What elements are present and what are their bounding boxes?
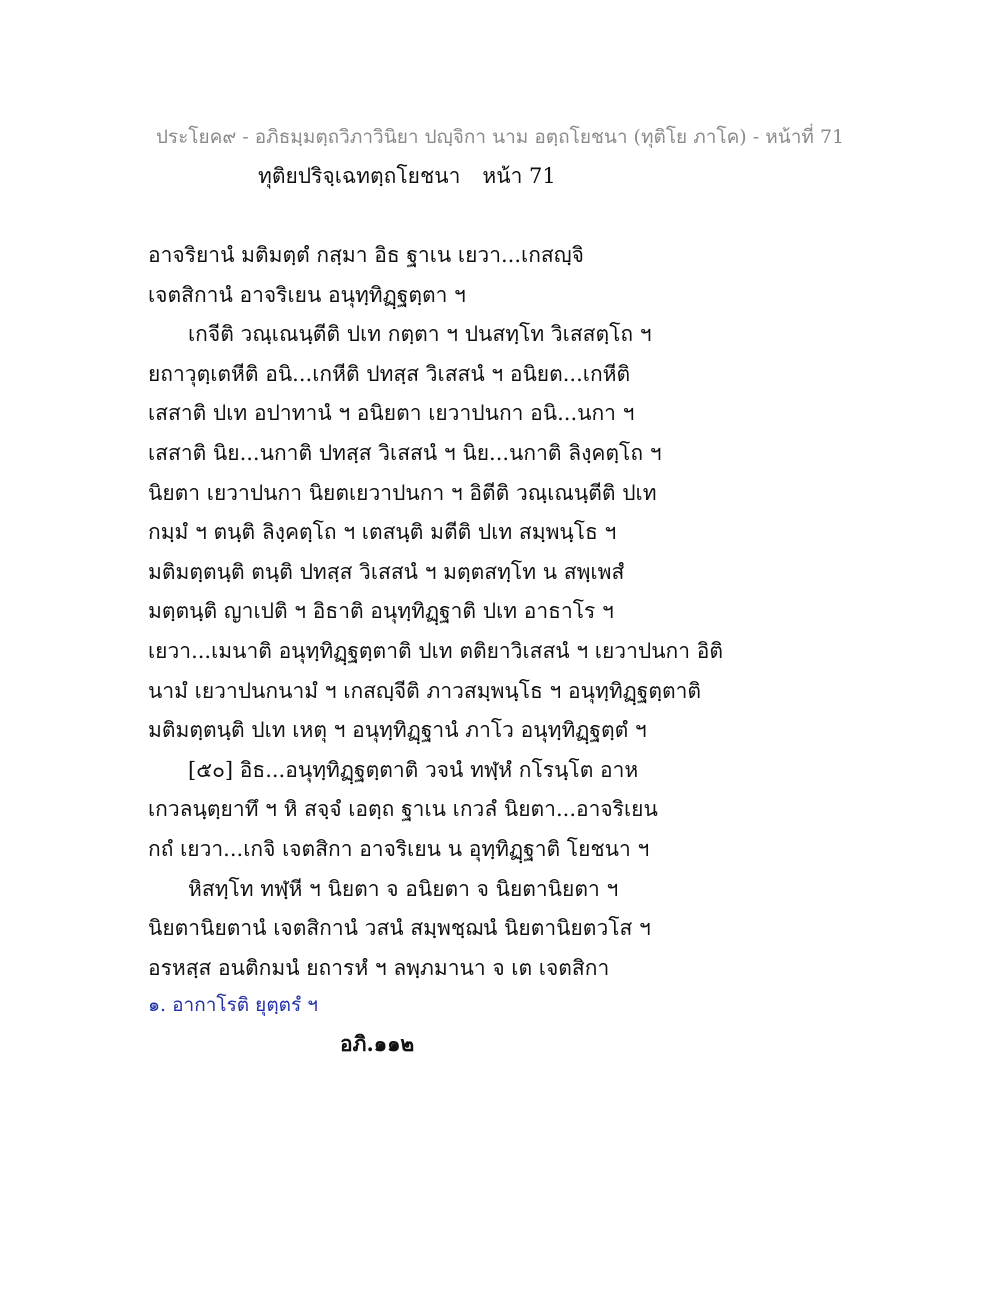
text-line: กมฺมํ ฯ ตนฺติ ลิงฺคตฺโถ ฯ เตสนฺติ มตีติ ปเท สมฺพนฺโธ ฯ xyxy=(148,520,617,545)
text-line: นามํ เยวาปนกนามํ ฯ เกสญฺจีติ ภาวสมฺพนฺโธ ฯ อนุทฺทิฏฺฐตฺตาติ xyxy=(148,678,702,703)
text-line: อาจริยานํ มติมตฺตํ กสฺมา อิธ ฐาเน เยวา...เกสญฺจิ xyxy=(148,243,584,267)
text-line: อรหสฺส อนติกมนํ ยถารหํ ฯ ลพฺภมานา จ เต เจตสิกา xyxy=(148,955,610,980)
running-header: ประโยค๙ - อภิธมฺมตฺถวิภาวินิยา ปญฺจิกา นาม อตฺถโยชนา (ทุติโย ภาโค) - หน้าที่ 71 xyxy=(155,126,845,148)
section-title: ทุติยปริจฺเฉทตฺถโยชนา xyxy=(258,164,461,188)
text-line: เจตสิกานํ อาจริเยน อนุทฺทิฏฺฐตฺตา ฯ xyxy=(148,282,466,307)
body-text xyxy=(148,236,868,988)
section-heading xyxy=(258,160,556,193)
text-line: ยถาวุตฺเตหีติ อนิ...เกหีติ ปทสฺส วิเสสนํ ฯ อนิยต...เกหีติ xyxy=(148,361,631,386)
text-line: เยวา...เมนาติ อนุทฺทิฏฺฐตฺตาติ ปเท ตติยาวิเสสนํ ฯ เยวาปนกา อิติ xyxy=(148,638,723,663)
text-line: [๕๐] อิธ...อนุทฺทิฏฺฐตฺตาติ วจนํ ทฬฺหํ กโรนฺโต อาห xyxy=(188,757,639,782)
text-line: นิยตานิยตานํ เจตสิกานํ วสนํ สมฺพชฺฌนํ นิยตานิยตวโส ฯ xyxy=(148,916,651,941)
text-line: เสสาติ นิย...นกาติ ปทสฺส วิเสสนํ ฯ นิย...นกาติ ลิงฺคตฺโถ ฯ xyxy=(148,440,662,465)
text-line: กถํ เยวา...เกจิ เจตสิกา อาจริเยน น อุทฺทิฏฺฐาติ โยชนา ฯ xyxy=(148,836,650,861)
text-line: นิยตา เยวาปนกา นิยตเยวาปนกา ฯ อิตีติ วณฺเณนฺตีติ ปเท xyxy=(148,480,657,505)
text-line: เกจีติ วณฺเณนฺตีติ ปเท กตฺตา ฯ ปนสทฺโท วิเสสตฺโถ ฯ xyxy=(188,322,652,347)
text-line: หิสทฺโท ทฬฺหี ฯ นิยตา จ อนิยตา จ นิยตานิยตา ฯ xyxy=(188,876,619,901)
footnote: ๑. อากาโรติ ยุตฺตรํ ฯ xyxy=(148,994,318,1016)
section-page-label: หน้า 71 xyxy=(482,164,556,188)
text-line: มตฺตนฺติ ญาเปติ ฯ อิธาติ อนุทฺทิฏฺฐาติ ปเท อาธาโร ฯ xyxy=(148,599,614,624)
page-reference: อภิ.๑๑๒ xyxy=(340,1031,415,1056)
text-line: เกวลนฺตฺยาทึ ฯ หิ สจฺจํ เอตฺถ ฐาเน เกวลํ นิยตา...อาจริเยน xyxy=(148,797,658,822)
text-line: มติมตฺตนฺติ ตนฺติ ปทสฺส วิเสสนํ ฯ มตฺตสทฺโท น สพฺเพสํ xyxy=(148,559,625,584)
text-line: เสสาติ ปเท อปาทานํ ฯ อนิยตา เยวาปนกา อนิ...นกา ฯ xyxy=(148,401,635,426)
text-line: มติมตฺตนฺติ ปเท เหตุ ฯ อนุทฺทิฏฺฐานํ ภาโว อนุทฺทิฏฺฐตฺตํ ฯ xyxy=(148,718,647,743)
